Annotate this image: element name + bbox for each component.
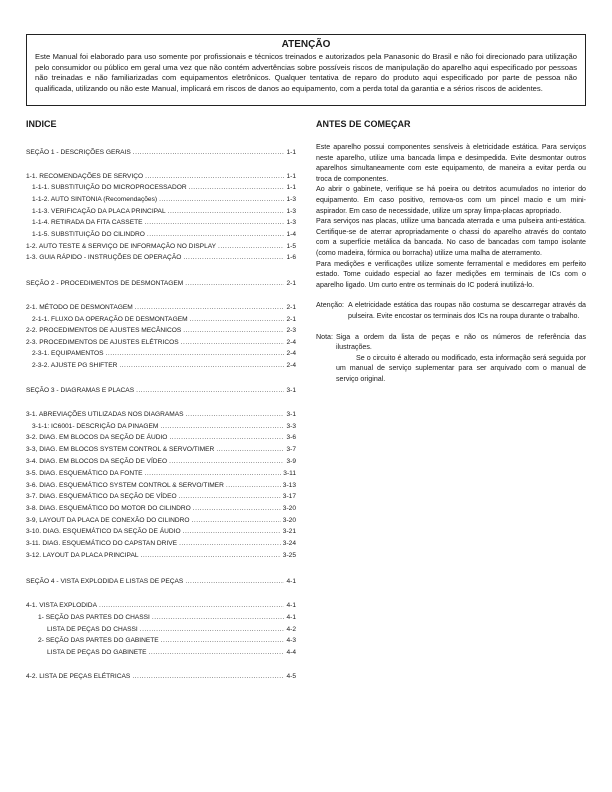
toc-entry-page: 2-4	[286, 362, 296, 369]
toc-entry-page: 2-1	[286, 304, 296, 311]
toc-leader-dots	[192, 516, 281, 526]
toc-leader-dots	[185, 279, 284, 289]
warning-box	[26, 34, 586, 106]
toc-entry	[26, 504, 296, 514]
toc-entry-label: 1-3. GUIA RÁPIDO - INSTRUÇÕES DE OPERAÇÃO	[26, 254, 182, 261]
atencao-text: A eletricidade estática das roupas não costuma se descarregar através da pulseira. Evite encostar os terminais dos ICs na roupa durante o trabalho.	[348, 301, 586, 320]
toc-entry-page: 4-3	[286, 637, 296, 644]
toc-entry-page: 4-5	[286, 673, 296, 680]
toc-entry	[26, 433, 296, 443]
toc-entry-label: 3-12. LAYOUT DA PLACA PRINCIPAL	[26, 552, 139, 559]
toc-entry	[26, 326, 296, 336]
toc-entry-label: SEÇÃO 2 - PROCEDIMENTOS DE DESMONTAGEM	[26, 280, 184, 287]
toc-leader-dots	[185, 577, 284, 587]
toc-leader-dots	[132, 672, 284, 682]
toc-entry-label: 1- SEÇÃO DAS PARTES DO CHASSI	[38, 614, 150, 621]
toc-entry	[26, 242, 296, 252]
toc-entry-label: 1-1-2. AUTO SINTONIA (Recomendações)	[32, 196, 158, 203]
toc-leader-dots	[183, 326, 284, 336]
toc-entry-label: 3-7. DIAG. ESQUEMÁTICO DA SEÇÃO DE VÍDEO	[26, 493, 177, 500]
toc-entry-label: 3-4. DIAG. EM BLOCOS DA SEÇÃO DE VÍDEO	[26, 458, 168, 465]
toc-entry-label: 1-1-1. SUBSTITUIÇÃO DO MICROPROCESSADOR	[32, 184, 187, 191]
toc-entry-label: 2-2. PROCEDIMENTOS DE AJUSTES MECÂNICOS	[26, 327, 182, 334]
toc-leader-dots	[160, 422, 284, 432]
toc-entry-page: 1-3	[286, 219, 296, 226]
toc-entry-label: LISTA DE PEÇAS DO GABINETE	[47, 649, 147, 656]
toc-leader-dots	[152, 613, 285, 623]
toc-entry	[26, 551, 296, 561]
toc-entry-page: 4-2	[286, 626, 296, 633]
toc-entry-page: 1-4	[286, 231, 296, 238]
toc-leader-dots	[133, 148, 285, 158]
toc-entry-page: 3-24	[282, 540, 296, 547]
toc-entry-label: 3-6. DIAG. ESQUEMÁTICO SYSTEM CONTROL & SERVO/TIMER	[26, 482, 224, 489]
toc-leader-dots	[226, 481, 281, 491]
toc-entry-page: 2-1	[286, 316, 296, 323]
toc-entry	[26, 183, 296, 193]
toc-entry-label: 3-1-1: IC6001- DESCRIÇÃO DA PINAGEM	[32, 423, 159, 430]
warning-title: ATENÇÃO	[281, 39, 331, 50]
toc-entry-page: 3-7	[286, 446, 296, 453]
toc-entry-page: 4-1	[286, 578, 296, 585]
toc-leader-dots	[183, 527, 281, 537]
toc-entry-page: 1-1	[286, 184, 296, 191]
toc-leader-dots	[159, 195, 284, 205]
toc-entry-page: 3-6	[286, 434, 296, 441]
toc-entry-page: 3-1	[286, 387, 296, 394]
toc-leader-dots	[140, 625, 285, 635]
toc-entry	[26, 613, 296, 623]
warning-body: Este Manual foi elaborado para uso somente por profissionais e técnicos treinados e autorizados pela Panasonic do Brasil e não foi direcionado para utilização pelo consumidor ou público em geral uma vez que não contém advertências sobre possíveis riscos de manipulação do aparelho aqui especificado por pessoas não treinadas e não familiarizadas com equipamentos eletrônicos. Qualquer tentativa de reparo do produto aqui especificado por parte de pessoa não qualificada, utilizando ou não este Manual, implicará em riscos de danos ao equipamento, com a perda total da garantia e a sérios riscos de acidentes.	[35, 52, 577, 93]
toc-entry-label: 2-3-1. EQUIPAMENTOS	[32, 350, 104, 357]
toc-leader-dots	[183, 253, 284, 263]
toc-entry-page: 4-4	[286, 649, 296, 656]
toc-entry	[26, 361, 296, 371]
atencao-label: Atenção:	[316, 301, 345, 310]
toc-entry-page: 1-1	[286, 173, 296, 180]
toc-entry-label: 2-3-2. AJUSTE PG SHIFTER	[32, 362, 118, 369]
toc-entry	[26, 625, 296, 635]
toc-entry-page: 3-1	[286, 411, 296, 418]
toc-entry-page: 3-11	[283, 470, 296, 477]
toc-leader-dots	[168, 207, 285, 217]
toc-entry	[26, 457, 296, 467]
toc-entry	[26, 601, 296, 611]
toc-entry-label: 1-1-3. VERIFICAÇÃO DA PLACA PRINCIPAL	[32, 208, 166, 215]
toc-leader-dots	[145, 218, 285, 228]
toc-entry	[26, 445, 296, 455]
toc-leader-dots	[181, 338, 285, 348]
toc-entry-label: 1-1-4. RETIRADA DA FITA CASSETE	[32, 219, 143, 226]
toc-leader-dots	[193, 504, 281, 514]
toc-entry	[26, 539, 296, 549]
toc-entry-label: 3-1. ABREVIAÇÕES UTILIZADAS NOS DIAGRAMAS	[26, 411, 184, 418]
toc-entry-page: 1-3	[286, 196, 296, 203]
toc-entry-page: 3-20	[282, 517, 296, 524]
toc-leader-dots	[179, 492, 281, 502]
toc-entry-label: 3-10. DIAG. ESQUEMÁTICO DA SEÇÃO DE ÁUDIO	[26, 528, 181, 535]
toc-entry-label: SEÇÃO 3 - DIAGRAMAS E PLACAS	[26, 387, 135, 394]
toc-leader-dots	[169, 457, 284, 467]
toc-entry	[26, 636, 296, 646]
toc-entry	[26, 218, 296, 228]
toc-entry-page: 2-1	[286, 280, 296, 287]
toc-leader-dots	[149, 648, 285, 658]
toc-entry	[26, 527, 296, 537]
toc-leader-dots	[190, 315, 285, 325]
toc-entry	[26, 230, 296, 240]
before-paragraph-1: Este aparelho possui componentes sensíveis à eletricidade estática. Para serviços neste aparelho, utilize uma bancada limpa e desimpedida. Evite desmontar outros aparelhos simultaneamente com este equipamento, de maneira a evitar perda ou troca de componentes.	[316, 143, 586, 183]
toc-entry	[26, 253, 296, 263]
before-paragraph-3: Para serviços nas placas, utilize uma bancada aterrada e uma pulseira anti-estática. Certifique-se de aterrar apropriadamente o chassi do aparelho através do contato com a superfície metálica da bancada. No caso de bancadas com tampo isolante (como madeira, fórmica ou borracha) utilize uma malha de aterramento.	[316, 217, 586, 257]
before-paragraph-4: Para medições e verificações utilize somente ferramental e medidores em perfeito estado. Tome cuidado especial ao fazer medições em terminais de ICs com o aparelho ligado. Um curto entre os terminais do IC poderá inutilizá-lo.	[316, 259, 586, 289]
toc-leader-dots	[145, 172, 284, 182]
toc-entry	[26, 207, 296, 217]
toc-entry-page: 3-25	[282, 552, 296, 559]
toc-entry-label: 3-9, LAYOUT DA PLACA DE CONEXÃO DO CILINDRO	[26, 517, 190, 524]
toc-entry	[26, 648, 296, 658]
toc-entry-label: 2- SEÇÃO DAS PARTES DO GABINETE	[38, 637, 159, 644]
toc-entry-label: 3-3, DIAG. EM BLOCOS SYSTEM CONTROL & SERVO/TIMER	[26, 446, 215, 453]
before-section	[316, 142, 586, 384]
toc-entry	[26, 481, 296, 491]
toc-entry	[26, 303, 296, 313]
toc-entry-page: 1-6	[286, 254, 296, 261]
toc-leader-dots	[99, 601, 284, 611]
toc-entry	[26, 195, 296, 205]
toc-leader-dots	[179, 539, 281, 549]
toc-entry-label: 3-5. DIAG. ESQUEMÁTICO DA FONTE	[26, 470, 143, 477]
toc-leader-dots	[135, 303, 285, 313]
toc-entry-page: 3-9	[286, 458, 296, 465]
toc-entry-page: 2-4	[286, 350, 296, 357]
nota-text-2: Se o circuito é alterado ou modificado, esta informação será seguida por um manual de serviço suplementar para ser arquivado com o manual de serviço original.	[335, 353, 586, 383]
toc-entry-page: 2-4	[286, 339, 296, 346]
toc-entry-label: 2-1-1. FLUXO DA OPERAÇÃO DE DESMONTAGEM	[32, 316, 188, 323]
toc-entry-page: 1-3	[286, 208, 296, 215]
toc-entry	[26, 422, 296, 432]
toc-leader-dots	[136, 386, 284, 396]
toc-entry	[26, 469, 296, 479]
toc-leader-dots	[161, 636, 285, 646]
toc-entry-label: 1-1-5. SUBSTITUIÇÃO DO CILINDRO	[32, 231, 145, 238]
toc-leader-dots	[141, 551, 281, 561]
toc-leader-dots	[189, 183, 285, 193]
index-title: INDICE	[26, 119, 57, 129]
toc-entry-page: 1-5	[286, 243, 296, 250]
toc-entry-label: 1-1. RECOMENDAÇÕES DE SERVIÇO	[26, 173, 144, 180]
toc-entry-page: 4-1	[286, 602, 296, 609]
nota-note	[316, 332, 586, 385]
atencao-note	[316, 300, 586, 321]
toc-entry-page: 1-1	[286, 149, 296, 156]
nota-label: Nota:	[316, 332, 333, 341]
toc-entry-label: 4-2. LISTA DE PEÇAS ELÉTRICAS	[26, 673, 131, 680]
toc-entry-page: 3-13	[282, 482, 296, 489]
nota-text-1: Siga a ordem da lista de peças e não os números de referência das ilustrações.	[335, 332, 586, 352]
toc-entry-page: 2-3	[286, 327, 296, 334]
toc-entry	[26, 279, 296, 289]
toc-entry-label: 3-2. DIAG. EM BLOCOS DA SEÇÃO DE ÁUDIO	[26, 434, 168, 441]
toc-leader-dots	[106, 349, 285, 359]
before-paragraph-2: Ao abrir o gabinete, verifique se há poeira ou detritos acumulados no interior do equipamento. Em caso positivo, remova-os com um pincel macio e um mini-aspirador. Em caso de necessidade, utilize um spray limpa-placas apropriado.	[316, 185, 586, 215]
toc-entry	[26, 516, 296, 526]
toc-leader-dots	[216, 445, 284, 455]
toc-entry-page: 3-21	[282, 528, 296, 535]
toc-entry	[26, 492, 296, 502]
toc-leader-dots	[186, 410, 285, 420]
toc-entry-page: 3-3	[286, 423, 296, 430]
toc-entry-label: 2-3. PROCEDIMENTOS DE AJUSTES ELÉTRICOS	[26, 339, 179, 346]
toc-entry	[26, 386, 296, 396]
toc-entry	[26, 349, 296, 359]
toc-entry	[26, 338, 296, 348]
toc-entry	[26, 672, 296, 682]
toc-leader-dots	[169, 433, 284, 443]
toc-entry	[26, 315, 296, 325]
toc-entry-label: SEÇÃO 4 - VISTA EXPLODIDA E LISTAS DE PEÇAS	[26, 578, 184, 585]
toc-entry-label: 3-8. DIAG. ESQUEMÁTICO DO MOTOR DO CILINDRO	[26, 505, 191, 512]
toc-leader-dots	[218, 242, 284, 252]
toc-leader-dots	[147, 230, 285, 240]
toc-entry-label: 3-11. DIAG. ESQUEMÁTICO DO CAPSTAN DRIVE	[26, 540, 178, 547]
toc-entry-label: 4-1. VISTA EXPLODIDA	[26, 602, 97, 609]
toc-leader-dots	[119, 361, 284, 371]
toc-entry-page: 3-20	[282, 505, 296, 512]
toc-entry	[26, 577, 296, 587]
toc-entry-label: 1-2. AUTO TESTE & SERVIÇO DE INFORMAÇÃO NO DISPLAY	[26, 243, 217, 250]
toc-entry	[26, 172, 296, 182]
toc-entry-label: SEÇÃO 1 - DESCRIÇÕES GERAIS	[26, 149, 131, 156]
before-title: ANTES DE COMEÇAR	[316, 119, 411, 129]
toc-entry-page: 4-1	[286, 614, 296, 621]
toc-entry-page: 3-17	[282, 493, 296, 500]
toc-entry	[26, 148, 296, 158]
toc-entry-label: 2-1. MÉTODO DE DESMONTAGEM	[26, 304, 133, 311]
toc-leader-dots	[145, 469, 282, 479]
toc-entry-label: LISTA DE PEÇAS DO CHASSI	[47, 626, 138, 633]
toc-entry	[26, 410, 296, 420]
